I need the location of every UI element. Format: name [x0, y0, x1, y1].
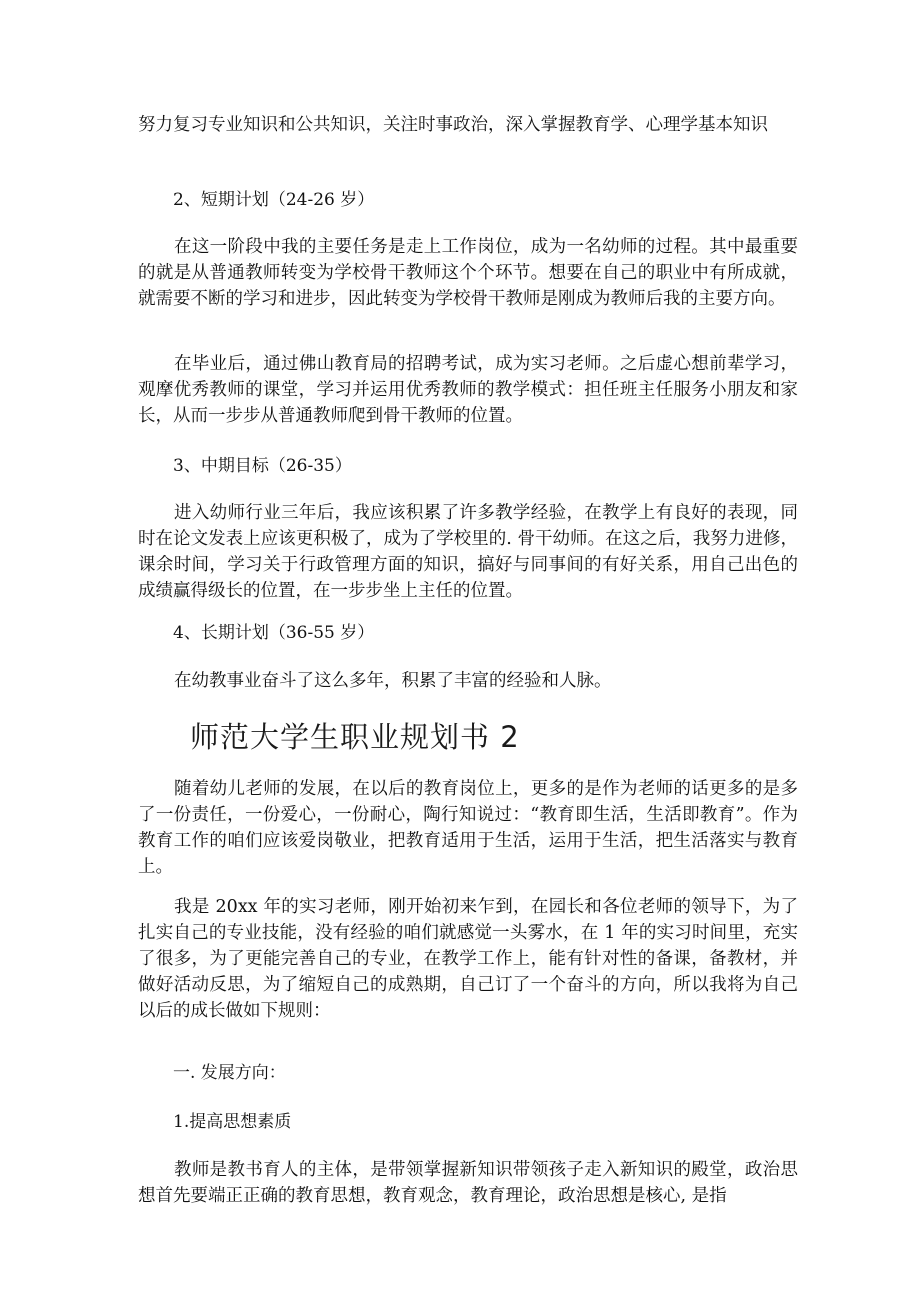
paragraph-plan2-3: 教师是教书育人的主体，是带领掌握新知识带领孩子走入新知识的殿堂，政治思想首先要端正正确的教育思想，教育观念，教育理论，政治思想是核心, 是指: [138, 1160, 798, 1206]
paragraph-short-term-1: 在这一阶段中我的主要任务是走上工作岗位，成为一名幼师的过程。其中最重要的就是从普通教师转变为学校骨干教师这个个环节。想要在自己的职业中有所成就，就需要不断的学习和进步，因此转变为学校骨干教师是刚成为教师后我的主要方向。: [138, 237, 798, 309]
section-title-2: 师范大学生职业规划书 2: [190, 720, 520, 754]
paragraph-long-term-1: 在幼教事业奋斗了这么多年，积累了丰富的经验和人脉。: [174, 671, 612, 691]
paragraph-short-term-2: 在毕业后，通过佛山教育局的招聘考试，成为实习老师。之后虚心想前辈学习，观摩优秀教师的课堂，学习并运用优秀教师的教学模式：担任班主任服务小朋友和家长，从而一步步从普通教师爬到骨干教师的位置。: [138, 354, 798, 426]
heading-short-term: 2、短期计划（24-26 岁）: [173, 190, 375, 210]
paragraph-intro: 努力复习专业知识和公共知识，关注时事政治，深入掌握教育学、心理学基本知识: [138, 115, 768, 135]
heading-direction: 一. 发展方向：: [173, 1063, 286, 1083]
paragraph-plan2-2: 我是 20xx 年的实习老师，刚开始初来乍到，在园长和各位老师的领导下，为了扎实自己的专业技能，没有经验的咱们就感觉一头雾水，在 1 年的实习时间里，充实了很多，为了更能完善自己的专业，在教学工作上，能有针对性的备课，备教材，并做好活动反思，为了缩短自己的成熟期，自己订了一个奋斗的方向，所以我将为自己以后的成长做如下规则：: [138, 897, 798, 1021]
paragraph-mid-term-1: 进入幼师行业三年后，我应该积累了许多教学经验，在教学上有良好的表现，同时在论文发表上应该更积极了，成为了学校里的. 骨干幼师。在这之后，我努力进修，课余时间，学习关于行政管理方面的知识，搞好与同事间的有好关系，用自己出色的成绩赢得级长的位置，在一步步坐上主任的位置。: [138, 503, 798, 601]
heading-long-term: 4、长期计划（36-55 岁）: [173, 623, 375, 643]
paragraph-plan2-1: 随着幼儿老师的发展，在以后的教育岗位上，更多的是作为老师的话更多的是多了一份责任，一份爱心，一份耐心，陶行知说过：“教育即生活，生活即教育”。作为教育工作的咱们应该爱岗敬业，把教育适用于生活，运用于生活，把生活落实与教育上。: [138, 779, 798, 877]
heading-mid-term: 3、中期目标（26-35）: [173, 456, 352, 476]
heading-thought-quality: 1.提高思想素质: [173, 1112, 292, 1132]
